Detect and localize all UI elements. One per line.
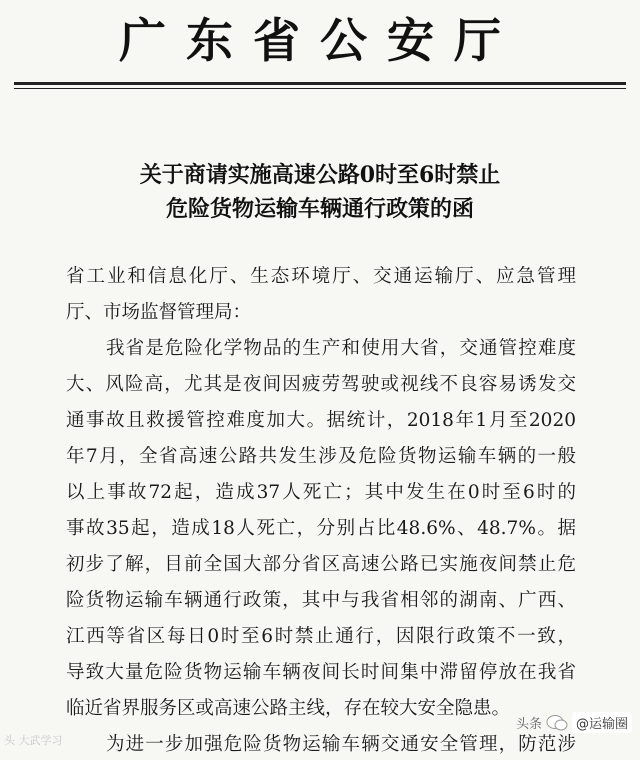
body-line: 大、风险高，尤其是夜间因疲劳驾驶或视线不良容易诱发交: [66, 374, 576, 395]
watermark-right: [516, 712, 632, 733]
body-line: 年7月，全省高速公路共发生涉及危险货物运输车辆的一般: [66, 446, 576, 467]
watermark-left: 头 大武学习: [4, 734, 63, 747]
body-line: 以上事故72起，造成37人死亡；其中发生在0时至6时的: [66, 482, 576, 503]
body-line: 江西等省区每日0时至6时禁止通行，因限行政策不一致，: [66, 626, 576, 647]
body-line: 我省是危险化学物品的生产和使用大省，交通管控难度: [106, 338, 576, 359]
header-rule-thin: [14, 88, 626, 89]
addressee-line: 省工业和信息化厅、生态环境厅、交通运输厅、应急管理: [66, 266, 576, 287]
chat-bubble-icon: [546, 714, 568, 732]
document-title-line-2: 危险货物运输车辆通行政策的函: [165, 196, 474, 222]
watermark-prefix: 头条: [515, 717, 542, 732]
body-line: 初步了解，目前全国大部分省区高速公路已实施夜间禁止危: [66, 554, 576, 575]
issuer-header: 广东省公安厅: [119, 14, 521, 69]
body-line: 险货物运输车辆通行政策，其中与我省相邻的湖南、广西、: [66, 590, 576, 611]
body-line: 导致大量危险货物运输车辆夜间长时间集中滞留停放在我省: [66, 662, 576, 683]
watermark-brand: @运输圈: [572, 712, 632, 733]
addressee-line: 厅、市场监督管理局：: [66, 302, 252, 323]
body-line: 事故35起，造成18人死亡，分别占比48.6%、48.7%。据: [66, 518, 576, 539]
document-title-line-1: 关于商请实施高速公路0时至6时禁止: [139, 162, 501, 188]
body-line: 为进一步加强危险货物运输车辆交通安全管理，防范涉: [106, 734, 576, 755]
body-line: 临近省界服务区或高速公路主线，存在较大安全隐患。: [66, 698, 511, 719]
header-rule-thick: [14, 82, 626, 85]
body-line: 通事故且救援管控难度加大。据统计，2018年1月至2020: [66, 410, 576, 431]
